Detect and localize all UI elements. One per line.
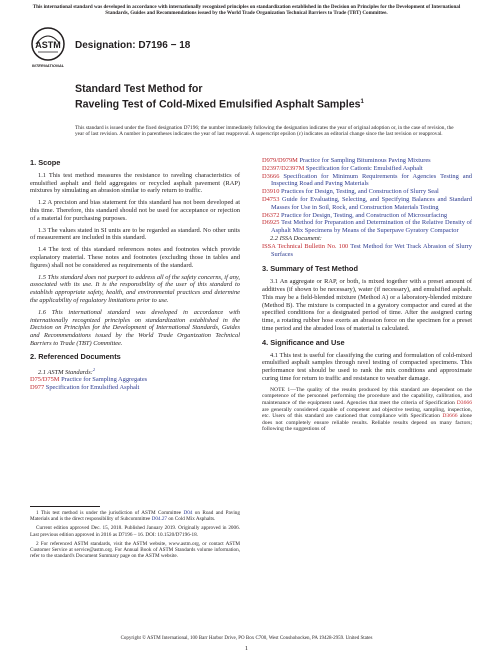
- paragraph-1-5: 1.5 This standard does not purport to address all of the safety concerns, if any, associated with its use. It is the responsibility of the user of this standard to establish appropriate safety, health, and environmental practices and determine the applicability of regulatory limitations prior to use.: [30, 273, 240, 304]
- right-column: [262, 157, 472, 437]
- footnote-2: 2 For referenced ASTM standards, visit the ASTM website, www.astm.org, or contact ASTM Customer Service at service@astm.org. For Annual Book of ASTM Standards volume information, refer to the standard's Document Summary page on the ASTM website.: [30, 540, 240, 560]
- reference-link[interactable]: [262, 212, 472, 220]
- reference-code[interactable]: D3666: [262, 172, 280, 180]
- reference-link[interactable]: [30, 376, 240, 384]
- reference-title[interactable]: Specification for Cationic Emulsified Asphalt: [304, 164, 423, 172]
- astm-standards-footnote-mark: 2: [92, 366, 96, 372]
- reference-code[interactable]: D979/D979M: [262, 157, 298, 164]
- reference-title[interactable]: Test Method for Preparation and Determination of the Relative Density of Asphalt Mix Specimens by Means of the Superpave Gyratory Compactor: [271, 219, 472, 235]
- reference-link[interactable]: [262, 157, 472, 165]
- paragraph-1-2: 1.2 A precision and bias statement for this standard has not been developed at this time. Therefore, this standard should not be used for acceptance or rejection of a material for purchasing purposes.: [30, 199, 240, 222]
- subcommittee-link[interactable]: D04.27: [151, 516, 168, 523]
- reference-link[interactable]: [262, 188, 472, 196]
- note-1-link-d3666[interactable]: D3666: [456, 399, 472, 406]
- note-1-text-a: NOTE 1—The quality of the results produced by this standard are dependent on the competence of the personnel performing the procedure and the capability, calibration, and maintenance of the equipment used. Agencies that meet the criteria of Specification: [262, 386, 472, 406]
- reference-link[interactable]: [262, 219, 472, 235]
- title-footnote-mark: 1: [360, 99, 364, 105]
- committee-link[interactable]: D04: [183, 510, 193, 516]
- note-1-text-c: are generally considered capable of competent and objective testing, sampling, inspection, etc. Users of this standard are cautioned that compliance with Specification: [262, 406, 472, 420]
- reference-link[interactable]: [30, 384, 240, 392]
- section-heading-significance: 4. Significance and Use: [262, 337, 345, 347]
- astm-standards-heading: [38, 366, 240, 377]
- reference-code[interactable]: D6372: [262, 211, 280, 219]
- reference-link[interactable]: [262, 165, 472, 173]
- note-1: [262, 387, 472, 433]
- paragraph-1-6: 1.6 This international standard was developed in accordance with internationally recognized principles on standardization established in the Decision on Principles for the Development of International Standards, Guides and Recommendations issued by the World Trade Organization Technical Barriers to Trade (TBT) Committee.: [30, 308, 240, 347]
- issued-note: This standard is issued under the fixed designation D7196; the number immediately following the designation indicates the year of original adoption or, in the case of revision, the year of last revision. A number in parentheses indicates the year of last reapproval. A superscript epsilon (ε) indicates an editorial change since the last revision or reapproval.: [75, 125, 454, 138]
- reference-title[interactable]: Practices for Design, Testing, and Construction of Slurry Seal: [279, 188, 439, 196]
- title-main: Raveling Test of Cold-Mixed Emulsified Asphalt Samples: [75, 98, 361, 111]
- reference-title[interactable]: Guide for Evaluating, Selecting, and Specifying Balances and Standard Masses for Use in Soil, Rock, and Construction Materials Testing: [271, 195, 472, 211]
- reference-code[interactable]: D75/D75M: [30, 376, 60, 384]
- reference-code[interactable]: D977: [30, 384, 45, 392]
- reference-title[interactable]: Practice for Sampling Bituminous Paving Mixtures: [297, 157, 431, 164]
- paragraph-3-1: 3.1 An aggregate or RAP, or both, is mixed together with a preset amount of additives (if shown to be necessary), water (if necessary), and emulsified asphalt. This may be a field-blended mixture (Method A) or a laboratory-blended mixture (Method B). The mixture is compacted in a gyratory compactor and cured at the specified conditions for a designated period of time. After the assigned curing time, a rotating rubber hose exerts an abrasion force on the specimen for a preset time period and the abraded loss of material is calculated.: [262, 278, 472, 332]
- paragraph-1-1: 1.1 This test method measures the resistance to raveling characteristics of emulsified asphalt and field aggregates or recycled asphalt pavement (RAP) mixtures by simulating an abrasion similar to early return to traffic.: [30, 171, 240, 195]
- page-number: 1: [244, 645, 249, 652]
- footnote-1: [30, 510, 240, 522]
- designation: Designation: D7196 − 18: [75, 40, 191, 51]
- reference-code[interactable]: ISSA Technical Bulletin No. 100: [262, 242, 349, 250]
- astm-logo: [30, 26, 70, 72]
- footnote-1-text-a: 1 This test method is under the jurisdiction of ASTM Committee: [36, 510, 184, 516]
- footnotes: [30, 510, 240, 562]
- left-column: [30, 157, 240, 392]
- logo-text: INTERNATIONAL: [31, 63, 65, 68]
- copyright-line: Copyright © ASTM International, 100 Barr Harbor Drive, PO Box C700, West Conshohocken, PA 19428-2959. United States: [120, 636, 373, 641]
- section-heading-referenced-documents: 2. Referenced Documents: [30, 351, 121, 361]
- footnote-1-text-e: on Cold Mix Asphalts.: [167, 516, 216, 523]
- title-line-2: [75, 96, 475, 112]
- reference-code[interactable]: D2397/D2397M: [262, 164, 305, 172]
- reference-code[interactable]: D6925: [262, 219, 280, 227]
- paragraph-1-4: 1.4 The text of this standard references notes and footnotes which provide explanatory material. These notes and footnotes (excluding those in tables and figures) shall not be considered as requirements of the standard.: [30, 246, 240, 269]
- reference-title[interactable]: Practice for Sampling Aggregates: [59, 376, 148, 384]
- note-1-link-d3666[interactable]: D3666: [442, 413, 458, 420]
- reference-link[interactable]: [262, 173, 472, 189]
- reference-title[interactable]: Specification for Minimum Requirements for Agencies Testing and Inspecting Road and Paving Materials: [271, 172, 472, 188]
- astm-standards-label: 2.1 ASTM Standards:: [38, 368, 93, 376]
- footnote-1-text-c: on Road and Paving Materials and is the direct responsibility of Subcommittee: [30, 510, 240, 523]
- reference-link[interactable]: [262, 243, 472, 259]
- reference-title[interactable]: Test Method for Wet Track Abrasion of Slurry Surfaces: [271, 242, 472, 258]
- paragraph-1-3: 1.3 The values stated in SI units are to be regarded as standard. No other units of measurement are included in this standard.: [30, 226, 240, 242]
- reference-title[interactable]: Specification for Emulsified Asphalt: [44, 384, 140, 392]
- footnote-edition: Current edition approved Dec. 15, 2018. Published January 2019. Originally approved in 2006. Last previous edition approved in 2016 as D7196 – 16. DOI: 10.1520/D7196-18.: [30, 525, 240, 538]
- section-heading-summary: 3. Summary of Test Method: [262, 264, 358, 274]
- note-1-text-e: alone does not completely ensure reliable results. Reliable results depend on many factors; following the suggestions of: [262, 413, 473, 433]
- document-title: [75, 83, 475, 112]
- header-notice: This international standard was developed in accordance with internationally recognized principles on standardization established in the Decision on Principles for the Development of International Standards, Guides and Recommendations issued by the World Trade Organization Technical Barriers to Trade (TBT) Committee.: [32, 4, 461, 17]
- svg-text:ASTM: ASTM: [35, 40, 61, 50]
- title-line-1: Standard Test Method for: [75, 83, 203, 95]
- section-heading-scope: 1. Scope: [30, 158, 61, 167]
- issa-document-heading: 2.2 ISSA Document:: [270, 234, 322, 242]
- reference-code[interactable]: D3910: [262, 188, 280, 196]
- reference-title[interactable]: Practice for Design, Testing, and Construction of Microsurfacing: [279, 211, 448, 219]
- footnote-divider: [30, 506, 100, 507]
- reference-code[interactable]: D4753: [262, 195, 280, 203]
- reference-link[interactable]: [262, 196, 472, 212]
- paragraph-4-1: 4.1 This test is useful for classifying the curing and formulation of cold-mixed emulsified asphalt samples through ravel testing of compacted specimens. This performance test should be used to rank the mix conditions and approximate curing time for return to traffic and resistance to weather damage.: [262, 351, 472, 382]
